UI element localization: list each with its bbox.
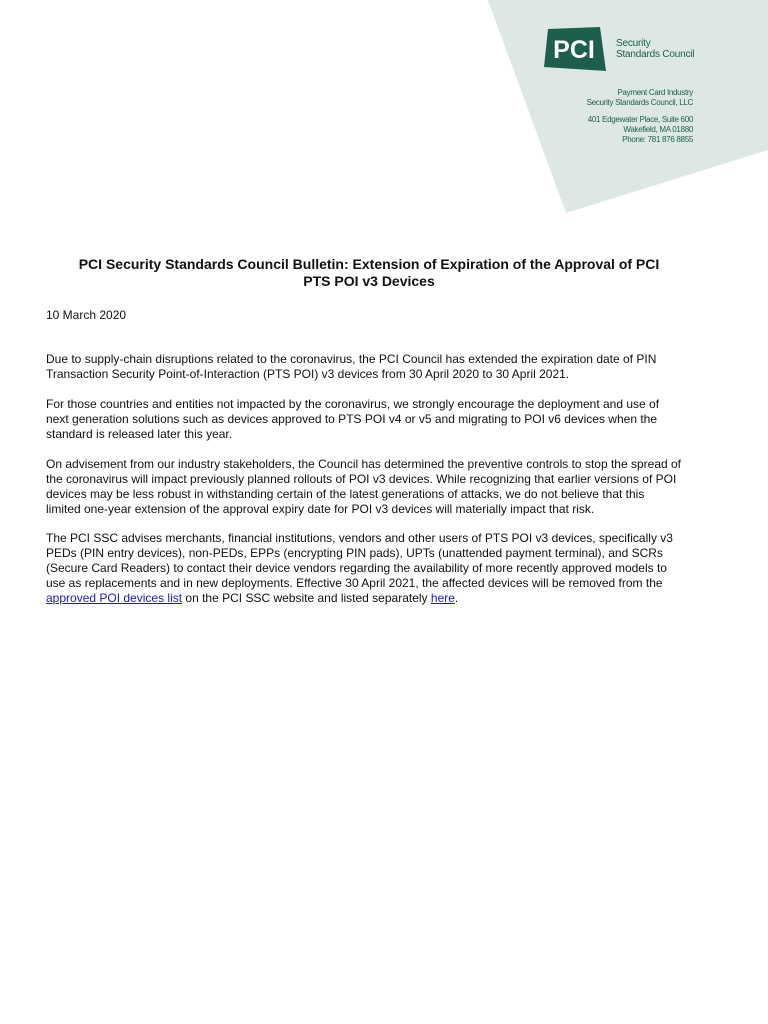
bulletin-date: 10 March 2020 (46, 308, 127, 322)
paragraph-1 (46, 352, 726, 382)
wordmark-line-1: Security (616, 38, 651, 49)
bulletin-title (40, 256, 698, 290)
bulletin-title-line-1: PCI Security Standards Council Bulletin: Extension of Expiration of the Approval of PCI (78, 256, 660, 272)
wordmark-line-2: Standards Council (616, 49, 695, 60)
address-line: Phone: 781 876 8855 (622, 135, 693, 144)
address-line: Wakefield, MA 01880 (623, 125, 693, 134)
paragraph-line: PEDs (PIN entry devices), non-PEDs, EPPs (encrypting PIN pads), UPTs (unattended payment terminal), and SCRs (46, 546, 663, 560)
address-line: Security Standards Council, LLC (586, 98, 693, 107)
paragraph-4 (46, 531, 726, 606)
here-link[interactable]: here (430, 591, 455, 605)
logo-text: PCI (553, 36, 595, 64)
paragraph-line: (Secure Card Readers) to contact their device vendors regarding the availability of more recently approved models to (46, 561, 667, 575)
paragraph-line: limited one-year extension of the approval expiry date for POI v3 devices will materially impact that risk. (46, 502, 595, 516)
paragraph-line: On advisement from our industry stakeholders, the Council has determined the preventive controls to stop the spread of (46, 457, 682, 471)
paragraph-line: The PCI SSC advises merchants, financial institutions, vendors and other users of PTS POI v3 devices, specifically v3 (46, 531, 673, 545)
paragraph-line: Due to supply-chain disruptions related to the coronavirus, the PCI Council has extended the expiration date of PIN (46, 352, 657, 366)
bulletin-title-line-2: PTS POI v3 Devices (303, 273, 435, 289)
paragraph-line: devices may be less robust in withstanding certain of the latest generations of attacks, we do not believe that this (46, 487, 645, 501)
paragraph-line: For those countries and entities not impacted by the coronavirus, we strongly encourage the deployment and use of (46, 397, 660, 411)
address-line: Payment Card Industry (617, 88, 693, 97)
paragraph-line: use as replacements and in new deployments. Effective 30 April 2021, the affected devices will be removed from the (46, 576, 663, 590)
paragraph-text: . (454, 591, 459, 605)
address-line: 401 Edgewater Place, Suite 600 (587, 115, 693, 124)
paragraph-line-with-links (46, 591, 726, 606)
paragraph-2 (46, 397, 726, 442)
letterhead-address (587, 88, 693, 145)
paragraph-text: on the PCI SSC website and listed separately (182, 591, 431, 605)
logo-wordmark (616, 38, 694, 60)
approved-poi-devices-link[interactable]: approved POI devices list (46, 591, 183, 605)
paragraph-line: Transaction Security Point-of-Interaction (PTS POI) v3 devices from 30 April 2020 to 30 April 2021. (46, 367, 570, 381)
paragraph-line: standard is released later this year. (46, 427, 233, 441)
paragraph-line: next generation solutions such as devices approved to PTS POI v4 or v5 and migrating to POI v6 devices when the (46, 412, 658, 426)
paragraph-3 (46, 457, 726, 517)
paragraph-line: the coronavirus will impact previously planned rollouts of POI v3 devices. While recognizing that earlier versions of POI (46, 472, 677, 486)
pci-logo-icon (544, 27, 612, 71)
